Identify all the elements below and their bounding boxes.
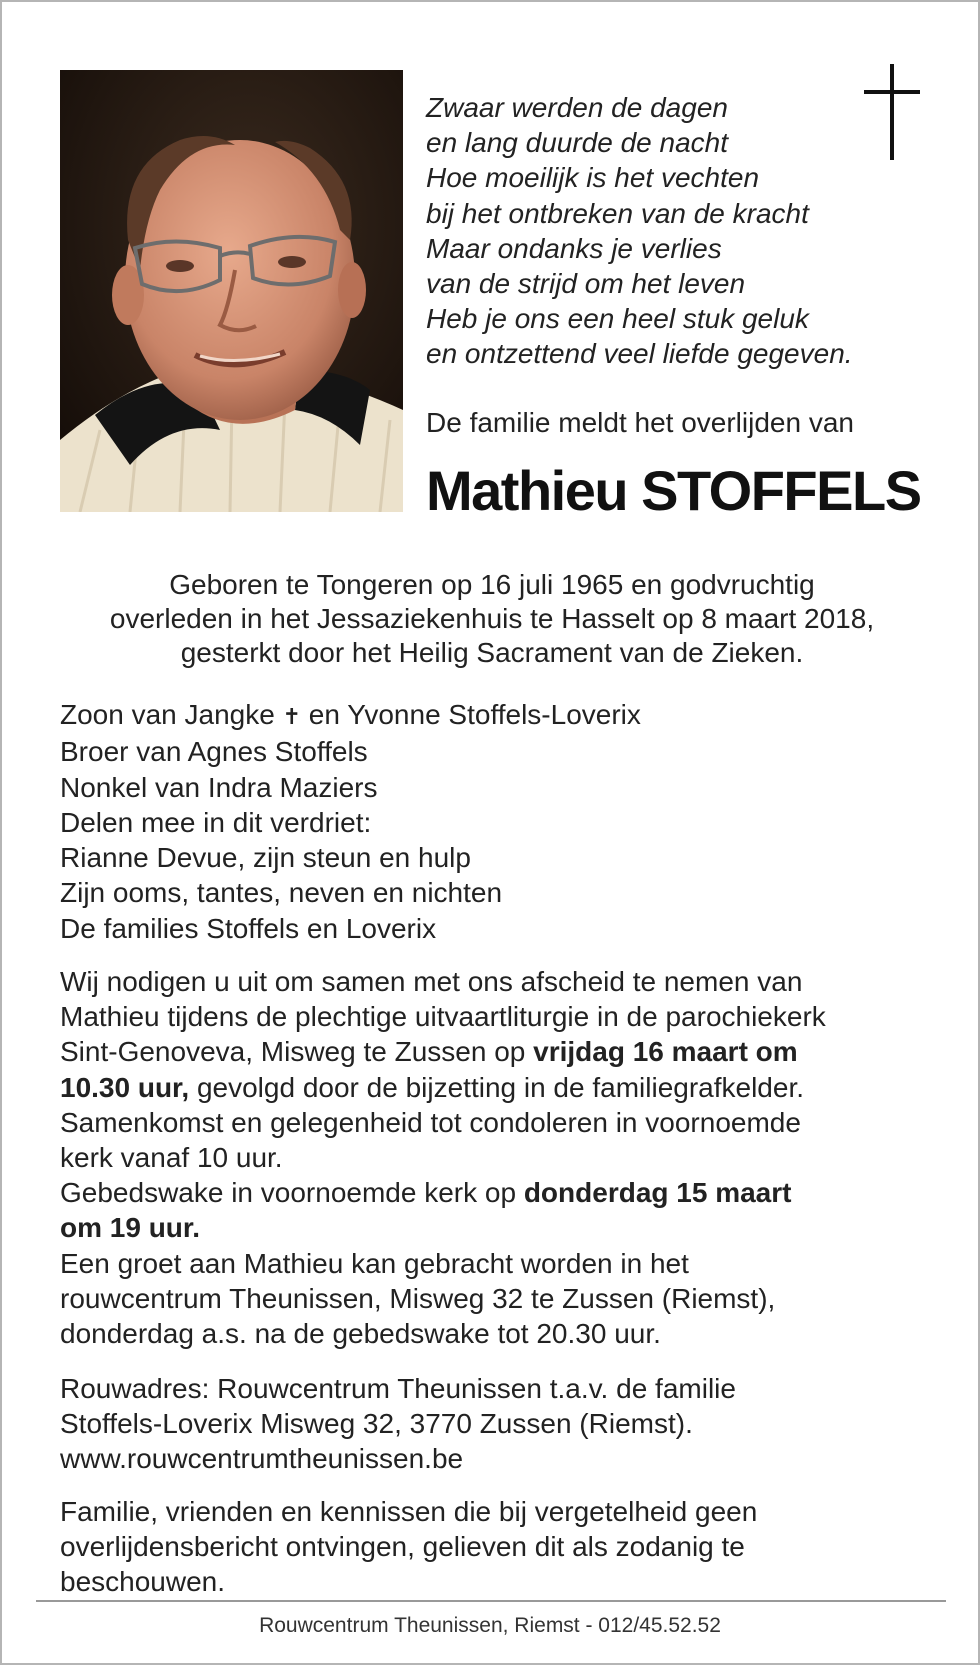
address-line: Rouwadres: Rouwcentrum Theunissen t.a.v. de familie bbox=[60, 1373, 736, 1404]
funeral-line: Wij nodigen u uit om samen met ons afscheid te nemen van bbox=[60, 966, 803, 997]
family-text: Zoon van Jangke bbox=[60, 699, 283, 730]
portrait-illustration bbox=[60, 70, 403, 512]
mourning-address bbox=[60, 1371, 736, 1477]
poem-line: bij het ontbreken van de kracht bbox=[426, 197, 809, 229]
latin-cross-icon bbox=[864, 64, 920, 160]
funeral-line bbox=[60, 1175, 920, 1210]
birth-death-details bbox=[42, 568, 942, 670]
family-line: Rianne Devue, zijn steun en hulp bbox=[60, 842, 471, 874]
family-line: Delen mee in dit verdriet: bbox=[60, 806, 372, 838]
funeral-line bbox=[60, 1070, 920, 1105]
portrait-photo bbox=[60, 70, 403, 512]
funeral-text: Gebedswake in voornoemde kerk op bbox=[60, 1177, 524, 1209]
death-announcement: De familie meldt het overlijden van bbox=[426, 407, 854, 438]
website-link[interactable]: www.rouwcentrumtheunissen.be bbox=[60, 1443, 464, 1475]
footer-divider bbox=[36, 1600, 946, 1602]
funeral-home-footer: Rouwcentrum Theunissen, Riemst - 012/45.52.52 bbox=[259, 1614, 721, 1637]
poem-line: Hoe moeilijk is het vechten bbox=[426, 162, 760, 194]
memorial-poem bbox=[426, 90, 853, 372]
birth-death-line: gesterkt door het Heilig Sacrament van de Zieken. bbox=[180, 637, 804, 668]
poem-line: van de strijd om het leven bbox=[426, 268, 746, 300]
funeral-line: donderdag a.s. na de gebedswake tot 20.30 uur. bbox=[60, 1318, 661, 1350]
wake-date: donderdag 15 maart bbox=[523, 1177, 792, 1209]
funeral-date: vrijdag 16 maart om bbox=[533, 1036, 798, 1068]
family-line bbox=[60, 697, 641, 734]
family-text: en Yvonne Stoffels-Loverix bbox=[301, 699, 641, 730]
birth-death-line: Geboren te Tongeren op 16 juli 1965 en godvruchtig bbox=[169, 569, 815, 600]
closing-note bbox=[60, 1494, 757, 1600]
funeral-line: kerk vanaf 10 uur. bbox=[60, 1142, 283, 1174]
closing-line: Familie, vrienden en kennissen die bij vergetelheid geen bbox=[60, 1496, 758, 1527]
funeral-time: 10.30 uur, bbox=[60, 1071, 190, 1103]
poem-line: Heb je ons een heel stuk geluk bbox=[426, 303, 809, 335]
funeral-line bbox=[60, 1034, 920, 1069]
birth-death-line: overleden in het Jessaziekenhuis te Hasselt op 8 maart 2018, bbox=[109, 603, 875, 634]
latin-cross-icon: ✝ bbox=[282, 704, 302, 729]
funeral-line: Een groet aan Mathieu kan gebracht worden in het bbox=[60, 1247, 689, 1279]
closing-line: overlijdensbericht ontvingen, gelieven dit als zodanig te bbox=[60, 1531, 745, 1563]
poem-line: en ontzettend veel liefde gegeven. bbox=[426, 338, 853, 370]
funeral-line: Mathieu tijdens de plechtige uitvaartliturgie in de parochiekerk bbox=[60, 1001, 826, 1033]
poem-line: Zwaar werden de dagen bbox=[426, 92, 728, 123]
family-line: Zijn ooms, tantes, neven en nichten bbox=[60, 877, 503, 909]
family-line: Nonkel van Indra Maziers bbox=[60, 771, 378, 803]
poem-line: en lang duurde de nacht bbox=[426, 127, 729, 159]
family-line: Broer van Agnes Stoffels bbox=[60, 736, 368, 768]
funeral-line: Samenkomst en gelegenheid tot condoleren in voornoemde bbox=[60, 1106, 801, 1138]
funeral-text: gevolgd door de bijzetting in de familiegrafkelder. bbox=[189, 1071, 805, 1103]
wake-time: om 19 uur. bbox=[60, 1212, 201, 1244]
family-list bbox=[60, 697, 641, 946]
poem-line: Maar ondanks je verlies bbox=[426, 232, 722, 264]
deceased-name: Mathieu STOFFELS bbox=[426, 459, 921, 522]
funeral-line: rouwcentrum Theunissen, Misweg 32 te Zussen (Riemst), bbox=[60, 1282, 776, 1314]
family-line: De families Stoffels en Loverix bbox=[60, 912, 437, 944]
address-line: Stoffels-Loverix Misweg 32, 3770 Zussen (Riemst). bbox=[60, 1408, 693, 1440]
funeral-details bbox=[60, 964, 920, 1351]
funeral-text: Sint-Genoveva, Misweg te Zussen op bbox=[60, 1036, 534, 1068]
closing-line: beschouwen. bbox=[60, 1566, 226, 1598]
